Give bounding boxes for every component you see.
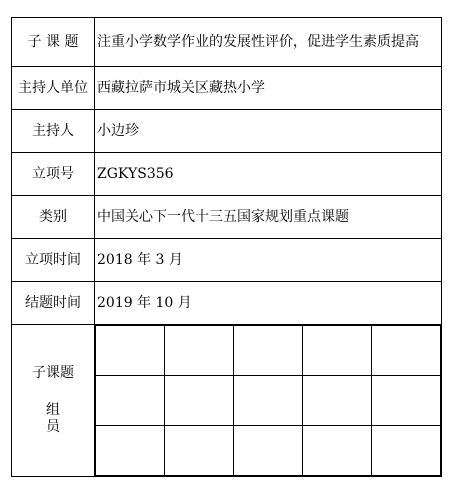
- value-end-date: [95, 282, 442, 325]
- member-cell: [234, 376, 303, 426]
- member-cell: [96, 426, 165, 476]
- row-project-number: [12, 153, 442, 196]
- value-project-number: [95, 153, 442, 196]
- host-name: 小边珍: [97, 122, 139, 139]
- label-category: [12, 196, 95, 239]
- label-members: [12, 325, 95, 477]
- members-grid-row: [96, 426, 441, 476]
- member-cell: [234, 326, 303, 376]
- host-unit-name: 西藏拉萨市城关区藏热小学: [97, 79, 265, 96]
- project-info-form: [11, 17, 441, 477]
- label-host-unit: [12, 67, 95, 110]
- value-category: [95, 196, 442, 239]
- member-cell: [96, 326, 165, 376]
- members-grid: [95, 325, 441, 476]
- member-cell: [165, 376, 234, 426]
- members-grid-row: [96, 326, 441, 376]
- member-cell: [303, 376, 372, 426]
- member-cell: [303, 326, 372, 376]
- label-subtopic-text: 子 课 题: [27, 33, 79, 50]
- row-subtopic: [12, 18, 442, 67]
- category-name: 中国关心下一代十三五国家规划重点课题: [97, 208, 349, 225]
- value-host: [95, 110, 442, 153]
- member-cell: [165, 426, 234, 476]
- member-cell: [234, 426, 303, 476]
- start-date: 2018 年 3 月: [97, 251, 183, 268]
- subtopic-title: 注重小学数学作业的发展性评价，促进学生素质提高: [97, 33, 419, 50]
- member-cell: [303, 426, 372, 476]
- label-end-date-text: 结题时间: [25, 294, 81, 311]
- end-date: 2019 年 10 月: [97, 294, 192, 311]
- members-label-line1: 子课题: [32, 365, 74, 381]
- member-cell: [96, 376, 165, 426]
- label-category-text: 类别: [39, 208, 67, 225]
- row-host-unit: [12, 67, 442, 110]
- members-grid-holder: [95, 325, 442, 477]
- value-subtopic: [95, 18, 442, 67]
- row-end-date: [12, 282, 442, 325]
- label-subtopic: [12, 18, 95, 67]
- member-cell: [165, 326, 234, 376]
- label-project-number: [12, 153, 95, 196]
- row-host: [12, 110, 442, 153]
- label-start-date: [12, 239, 95, 282]
- row-members: [12, 325, 442, 477]
- members-label-line2: 组 员: [46, 402, 74, 435]
- label-host-unit-text: 主持人单位: [18, 79, 88, 96]
- label-host: [12, 110, 95, 153]
- row-start-date: [12, 239, 442, 282]
- label-project-number-text: 立项号: [32, 165, 74, 182]
- members-grid-row: [96, 376, 441, 426]
- value-start-date: [95, 239, 442, 282]
- value-host-unit: [95, 67, 442, 110]
- project-number: ZGKYS356: [97, 165, 174, 182]
- row-category: [12, 196, 442, 239]
- label-end-date: [12, 282, 95, 325]
- member-cell: [372, 426, 441, 476]
- label-start-date-text: 立项时间: [25, 251, 81, 268]
- member-cell: [372, 376, 441, 426]
- project-info-table: [11, 17, 442, 477]
- member-cell: [372, 326, 441, 376]
- label-host-text: 主持人: [32, 122, 74, 139]
